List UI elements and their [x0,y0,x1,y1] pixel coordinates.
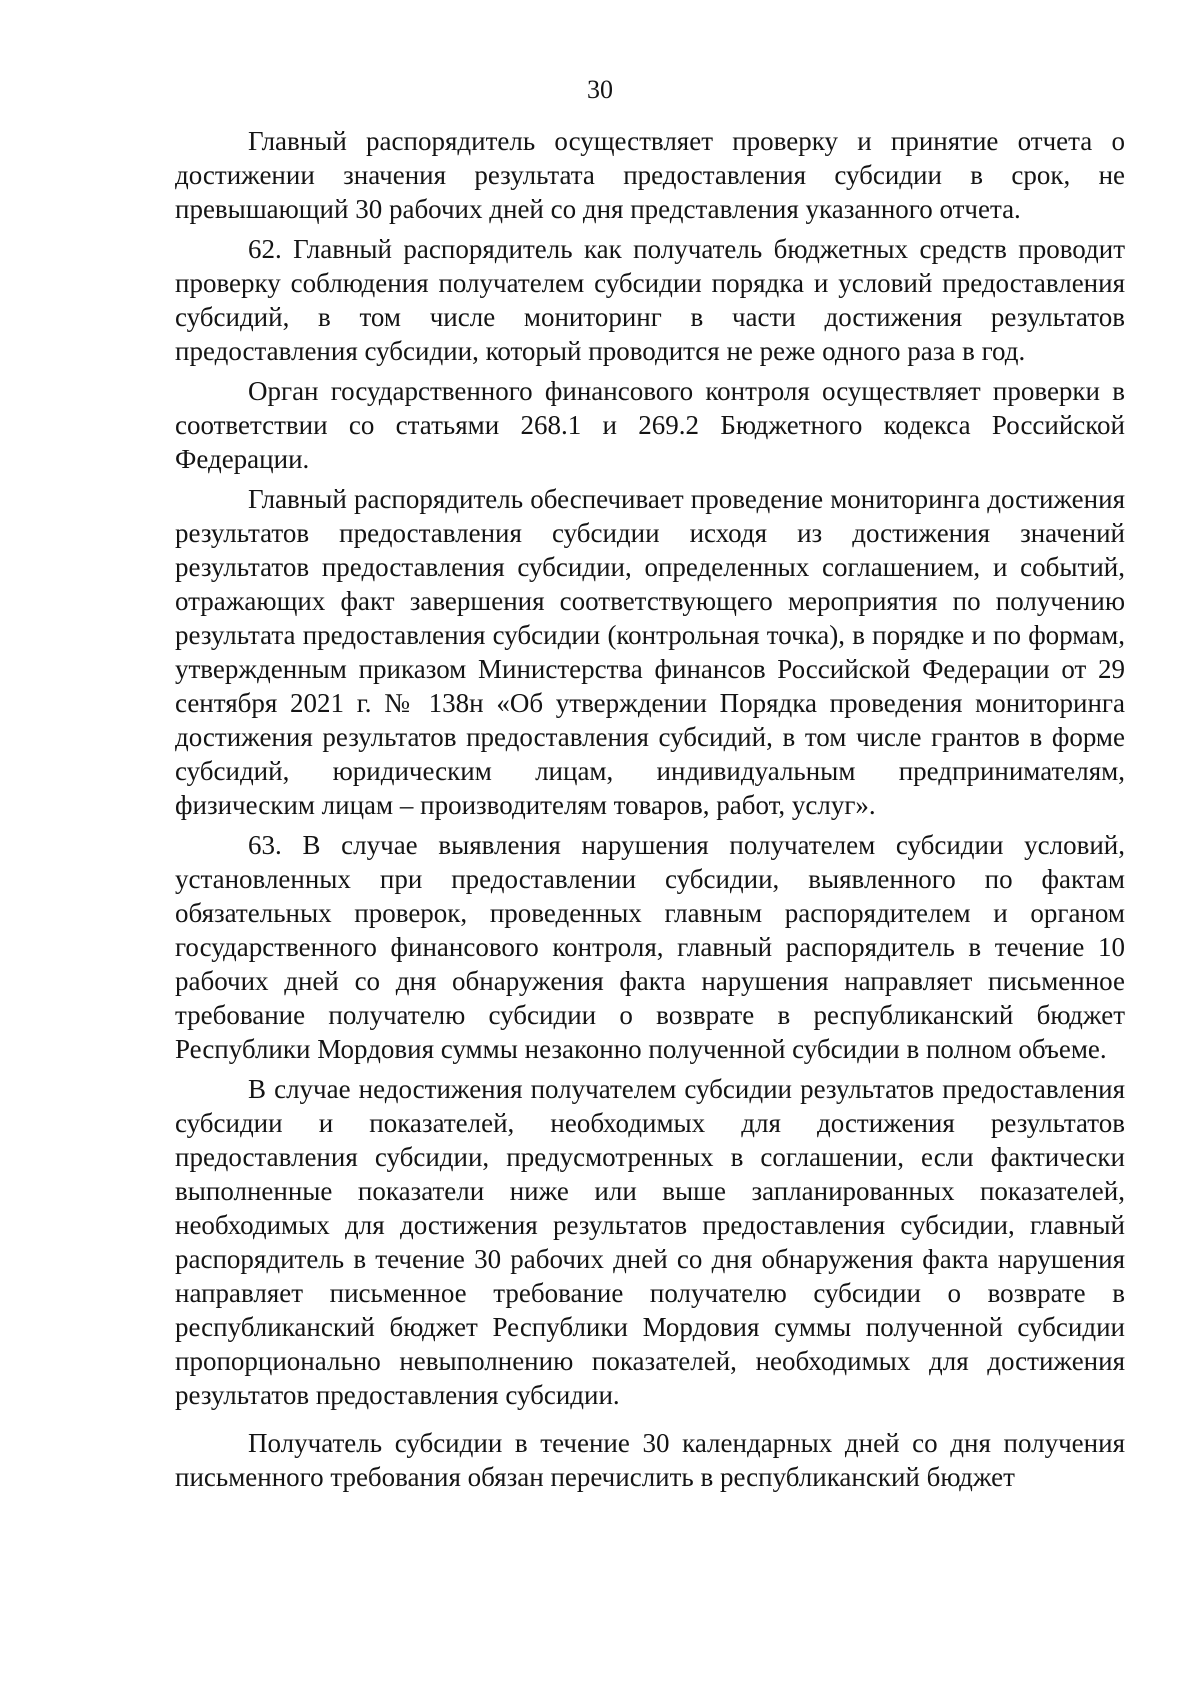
paragraph-repayment: Получатель субсидии в течение 30 календарных дней со дня получения письменного требования обязан перечислить в республиканский бюджет [175,1428,1125,1492]
paragraph-62: 62. Главный распорядитель как получатель бюджетных средств проводит проверку соблюдения получателем субсидии порядка и условий предоставления субсидий, в том числе мониторинг в части достижения результатов предоставления субсидии, который проводится не реже одного раза в год. [175,234,1125,366]
document-body [175,124,1125,1494]
paragraph-report-check: Главный распорядитель осуществляет проверку и принятие отчета о достижении значения результата предоставления субсидии в срок, не превышающий 30 рабочих дней со дня представления указанного отчета. [175,126,1125,224]
paragraph-63: 63. В случае выявления нарушения получателем субсидии условий, установленных при предоставлении субсидии, выявленного по фактам обязательных проверок, проведенных главным распорядителем и органом государственного финансового контроля, главный распорядитель в течение 10 рабочих дней со дня обнаружения факта нарушения направляет письменное требование получателю субсидии о возврате в республиканский бюджет Республики Мордовия суммы незаконно полученной субсидии в полном объеме. [175,830,1125,1064]
paragraph-non-achievement: В случае недостижения получателем субсидии результатов предоставления субсидии и показателей, необходимых для достижения результатов предоставления субсидии, предусмотренных в соглашении, если фактически выполненные показатели ниже или выше запланированных показателей, необходимых для достижения результатов предоставления субсидии, главный распорядитель в течение 30 рабочих дней со дня обнаружения факта нарушения направляет письменное требование получателю субсидии о возврате в республиканский бюджет Республики Мордовия суммы полученной субсидии пропорционально невыполнению показателей, необходимых для достижения результатов предоставления субсидии. [175,1074,1125,1410]
page-number: 30 [587,75,613,104]
paragraph-monitoring: Главный распорядитель обеспечивает проведение мониторинга достижения результатов предоставления субсидии исходя из достижения значений результатов предоставления субсидии, определенных соглашением, и событий, отражающих факт завершения соответствующего мероприятия по получению результата предоставления субсидии (контрольная точка), в порядке и по формам, утвержденным приказом Министерства финансов Российской Федерации от 29 сентября 2021 г. № 138н «Об утверждении Порядка проведения мониторинга достижения результатов предоставления субсидий, в том числе грантов в форме субсидий, юридическим лицам, индивидуальным предпринимателям, физическим лицам – производителям товаров, работ, услуг». [175,484,1125,820]
paragraph-financial-control: Орган государственного финансового контроля осуществляет проверки в соответствии со статьями 268.1 и 269.2 Бюджетного кодекса Российской Федерации. [175,376,1125,474]
